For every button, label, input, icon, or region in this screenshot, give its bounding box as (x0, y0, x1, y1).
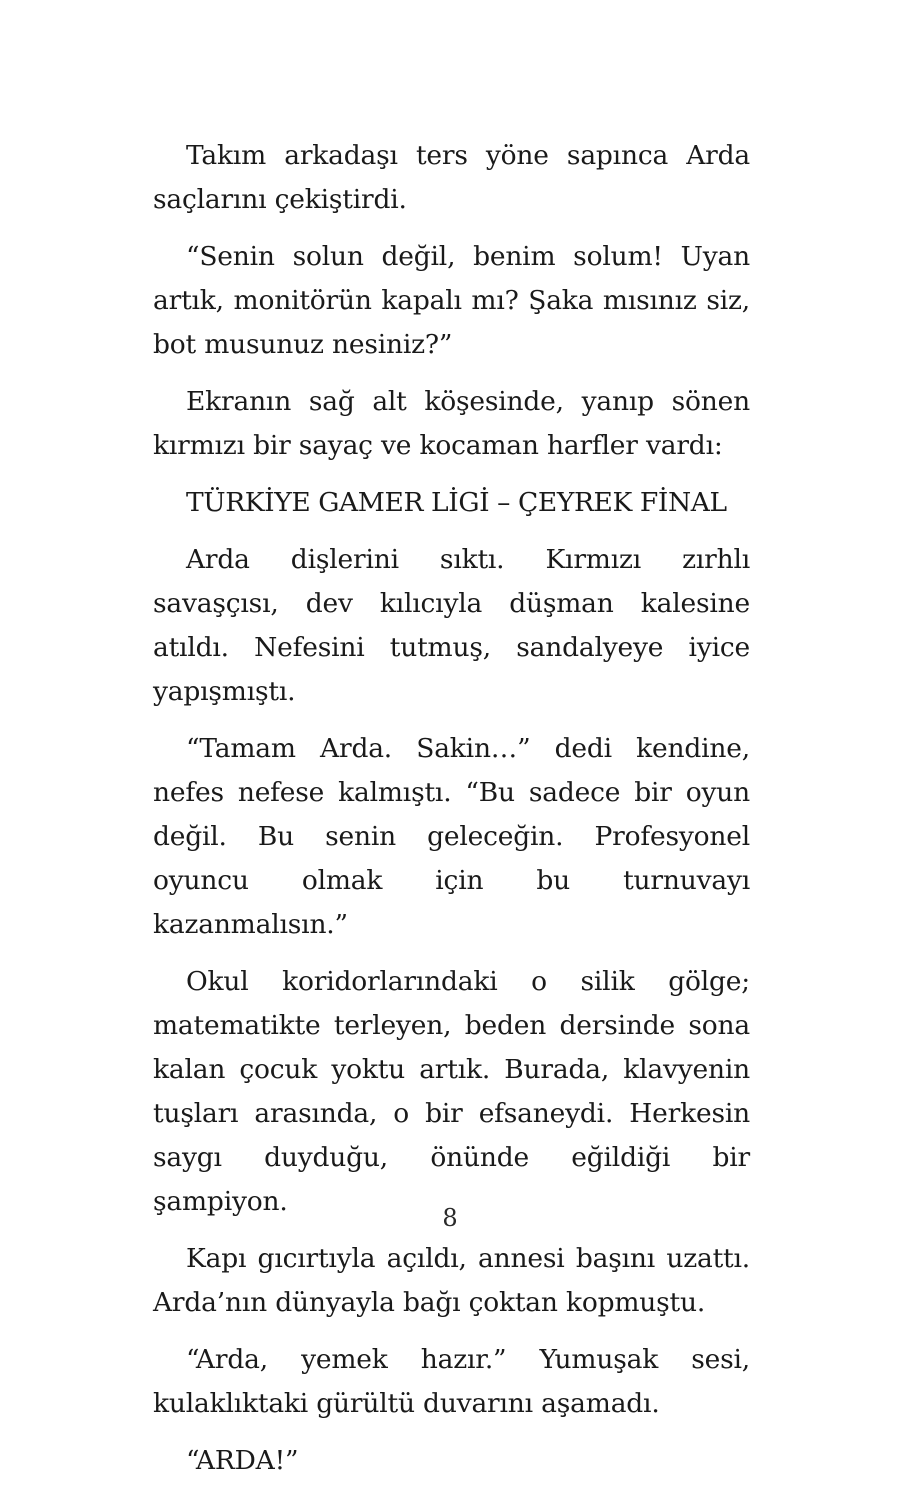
paragraph-6: “Tamam Arda. Sakin…” dedi kendine, nefes nefese kalmıştı. “Bu sadece bir oyun değil. Bu senin geleceğin. Profesyonel oyuncu olmak için bu turnuvayı kazanmalısın.” (153, 733, 750, 940)
page-number: 8 (442, 1204, 458, 1232)
paragraph-5: Arda dişlerini sıktı. Kırmızı zırhlı savaşçısı, dev kılıcıyla düşman kalesine atıldı. Nefesini tutmuş, sandalyeye iyice yapışmıştı. (153, 544, 750, 707)
paragraph-1: Takım arkadaşı ters yöne sapınca Arda saçlarını çekiştirdi. (153, 140, 750, 215)
paragraph-9: “Arda, yemek hazır.” Yumuşak sesi, kulaklıktaki gürültü duvarını aşamadı. (153, 1344, 750, 1419)
paragraph-3: Ekranın sağ alt köşesinde, yanıp sönen kırmızı bir sayaç ve kocaman harfler vardı: (153, 386, 750, 461)
body-text (153, 134, 750, 1496)
paragraph-8: Kapı gıcırtıyla açıldı, annesi başını uzattı. Arda’nın dünyayla bağı çoktan kopmuştu. (153, 1243, 750, 1318)
paragraph-7: Okul koridorlarındaki o silik gölge; matematikte terleyen, beden dersinde sona kalan çocuk yoktu artık. Burada, klavyenin tuşları arasında, o bir efsaneydi. Herkesin saygı duyduğu, önünde eğildiği bir şampiyon. (153, 966, 750, 1217)
paragraph-2: “Senin solun değil, benim solum! Uyan artık, monitörün kapalı mı? Şaka mısınız siz, bot musunuz nesiniz?” (153, 241, 750, 360)
paragraph-10: “ARDA!” (186, 1445, 299, 1476)
screen-banner-text: TÜRKİYE GAMER LİGİ – ÇEYREK FİNAL (186, 487, 727, 518)
